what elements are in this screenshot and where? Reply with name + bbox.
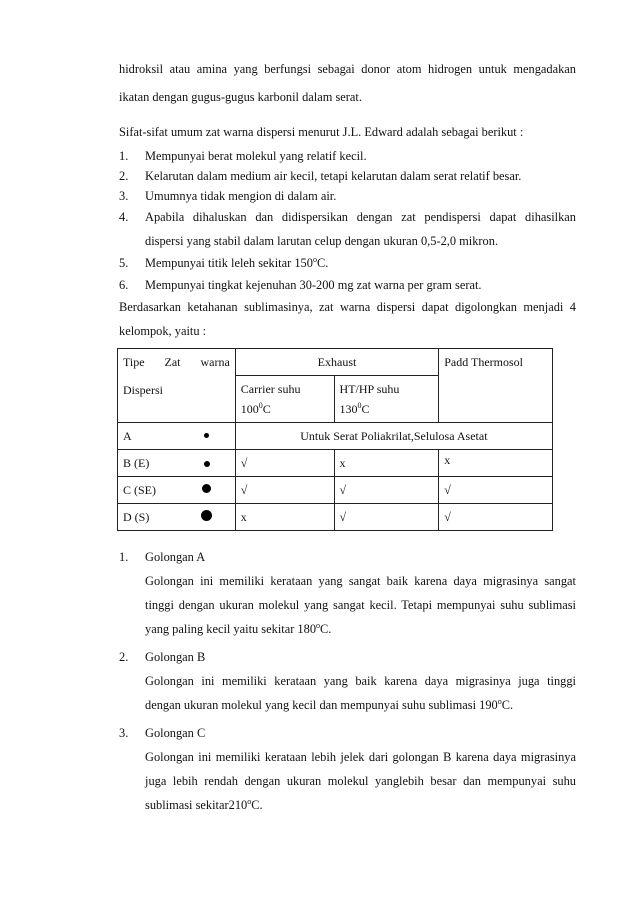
list-number: 2.: [119, 169, 129, 183]
cell-carrier: √: [235, 450, 334, 477]
list-number: 6.: [119, 278, 129, 292]
cell-padd: x: [439, 450, 553, 477]
list-number: 3.: [119, 189, 129, 203]
paragraph-line: kelompok, yaitu :: [119, 324, 207, 338]
molecule-size-dot-icon: [202, 484, 211, 493]
header-padd-thermosol: Padd Thermosol: [439, 349, 553, 423]
document-page: hidroksil atau amina yang berfungsi sebagai donor atom hidrogen untuk mengadakan ikatan dengan gugus-gugus karbonil dalam serat. Sifat-sifat umum zat warna dispersi menurut J.L. Edward adalah sebagai berikut : 1. Mempunyai berat molekul yang relatif kecil. 2. Kelarutan dalam medium air kecil, tetapi kelarutan dalam serat relatif besar. 3. Umumnya tidak mengion di dalam air. 4. Apabila dihaluskan dan didispersikan dengan zat pendispersi dapat dihasilkan dispersi yang stabil dalam larutan celup dengan ukuran 0,5-2,0 mikron. 5. Mempunyai titik leleh sekitar 150$^o$C. 6. Mempunyai tingkat kejenuhan 30-200 mg zat warna per gram serat. Berdasarkan ketahanan sublimasinya, zat warna dispersi dapat digolongkan menjadi 4 kelompok, yaitu : Tipe Zat warna Dispersi Exhaust Padd Thermosol Carrier suhu $100^0C$ HT/HP suhu $130^0C$ A Untuk Serat Poliakrilat,Selulosa Asetat B (E) √ x x C (SE) √ √ √ D (S) x √ √ 1. Golongan A Golongan ini memiliki kerataan yang sangat baik karena daya migrasinya sangat tinggi dengan ukuran molekul yang sangat kecil. Tetapi mempunyai suhu sublimasi yang paling kecil yaitu sekitar 180$^o$C. 2. Golongan B Golongan ini memiliki kerataan yang baik karena daya migrasinya juga tinggi dengan ukuran molekul yang kecil dan mempunyai suhu sublimasi 190$^o$C. 3. Golongan C Golongan ini memiliki kerataan lebih jelek dari golongan B karena daya migrasinya juga lebih rendah dengan ukuran molekul yanglebih besar dan mempunyai suhu sublimasi sekitar210$^o$C.: [119, 62, 576, 812]
cell-hthp: √: [334, 504, 439, 531]
cell-hthp: x: [334, 450, 439, 477]
molecule-size-dot-icon: [204, 461, 210, 467]
cell-carrier: x: [235, 504, 334, 531]
list-text: Kelarutan dalam medium air kecil, tetapi kelarutan dalam serat relatif besar.: [145, 169, 522, 183]
header-hthp: HT/HP suhu $130^0C$: [334, 376, 439, 423]
row-label: A: [118, 423, 236, 450]
molecule-size-dot-icon: [201, 510, 212, 521]
row-a-note: Untuk Serat Poliakrilat,Selulosa Asetat: [235, 423, 552, 450]
molecule-size-dot-icon: [204, 433, 209, 438]
cell-hthp: √: [334, 477, 439, 504]
cell-padd: √: [439, 477, 553, 504]
row-label: C (SE): [118, 477, 236, 504]
list-text: Mempunyai titik leleh sekitar 150$^o$C.: [145, 254, 329, 270]
list-text: Mempunyai berat molekul yang relatif kecil.: [145, 149, 367, 163]
row-label: D (S): [118, 504, 236, 531]
intro-line: ikatan dengan gugus-gugus karbonil dalam serat.: [119, 90, 362, 104]
intro-line: Sifat-sifat umum zat warna dispersi menurut J.L. Edward adalah sebagai berikut :: [119, 125, 524, 139]
classification-table: [117, 348, 553, 531]
list-text: Apabila dihaluskan dan didispersikan dengan zat pendispersi dapat dihasilkan: [145, 210, 576, 224]
cell-carrier: √: [235, 477, 334, 504]
header-tipe: Tipe Zat warna Dispersi: [118, 349, 236, 423]
list-number: 4.: [119, 210, 129, 224]
list-number: 1.: [119, 149, 129, 163]
list-number: 5.: [119, 256, 129, 270]
list-text: Umumnya tidak mengion di dalam air.: [145, 189, 337, 203]
list-text: dispersi yang stabil dalam larutan celup dengan ukuran 0,5-2,0 mikron.: [145, 234, 499, 248]
row-label: B (E): [118, 450, 236, 477]
paragraph-line: Berdasarkan ketahanan sublimasinya, zat warna dispersi dapat digolongkan menjadi 4: [119, 300, 576, 314]
list-text: Mempunyai tingkat kejenuhan 30-200 mg zat warna per gram serat.: [145, 278, 482, 292]
header-exhaust: Exhaust: [235, 349, 438, 376]
intro-line: hidroksil atau amina yang berfungsi sebagai donor atom hidrogen untuk mengadakan: [119, 62, 576, 76]
header-carrier: Carrier suhu $100^0C$: [235, 376, 334, 423]
cell-padd: √: [439, 504, 553, 531]
